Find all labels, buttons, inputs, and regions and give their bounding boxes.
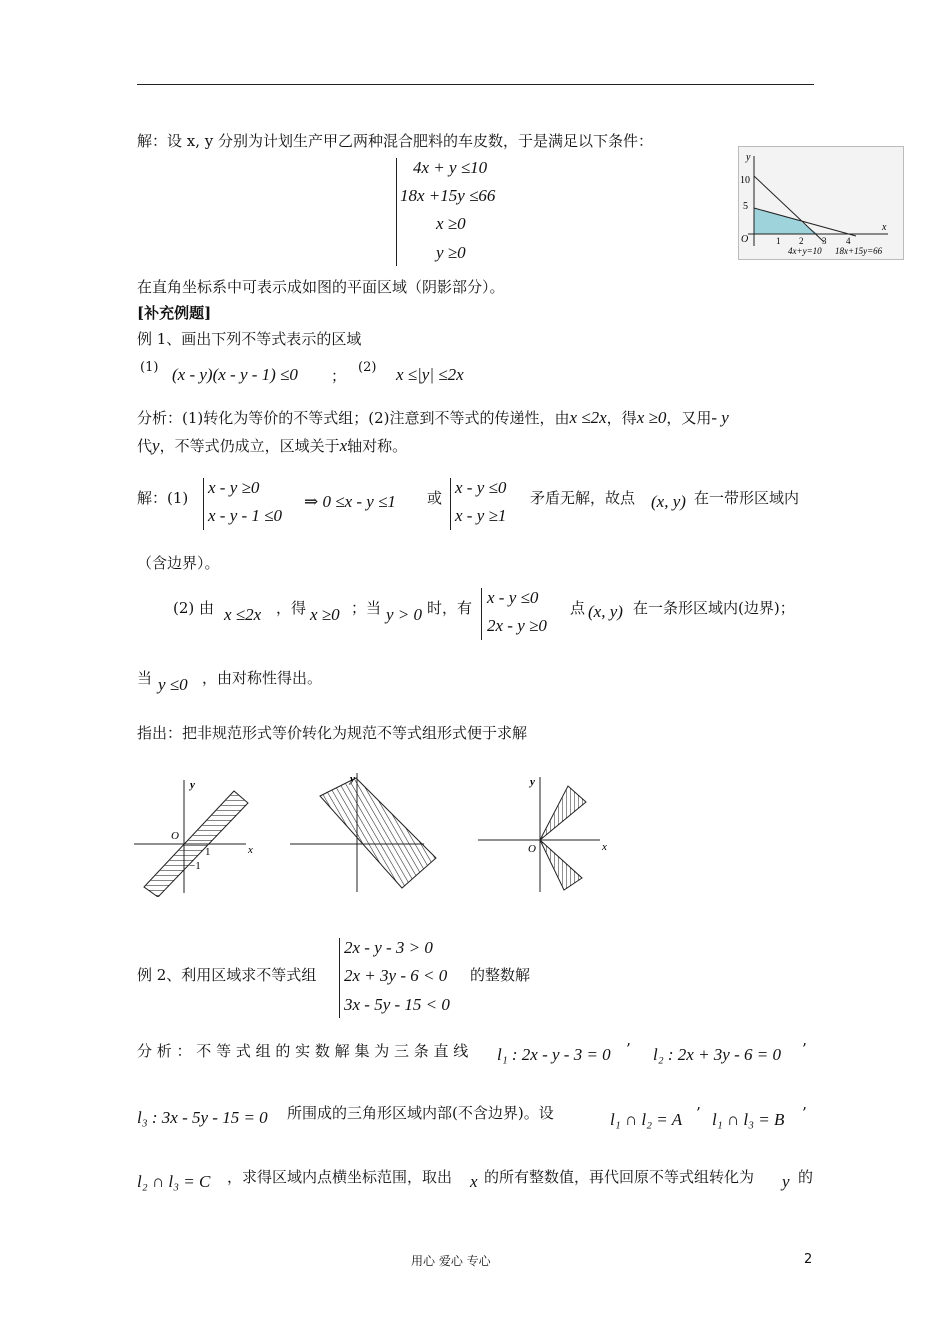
fig1-ytick-5: 5 (743, 201, 748, 212)
analysis-text-b: ，得 (606, 409, 637, 427)
fig1-xtick-1: 1 (776, 236, 781, 246)
analysis2-l1: l₁ : 2x - y - 3 = 0 (497, 1045, 611, 1064)
analysis2-comma-2: ’ (802, 1040, 807, 1058)
fig1-xtick-4: 4 (846, 236, 851, 246)
fig2a-origin: O (171, 830, 179, 842)
system-line-4: y ≥0 (436, 243, 466, 262)
fig2a-tick-1: 1 (205, 846, 211, 858)
problem-separator: ； (331, 367, 347, 385)
analysis2-text-3: 的所有整数值，再代回原不等式组转化为 (484, 1168, 755, 1186)
sol1-lead: 解：(1) (137, 489, 189, 507)
note-text: 指出：把非规范形式等价转化为规范不等式组形式便于求解 (137, 724, 528, 742)
problem2-number: (2) (358, 360, 377, 375)
band-region-2 (320, 778, 436, 888)
fig1-xtick-3: 3 (822, 236, 827, 246)
analysis2-text-2: ，求得区域内点横坐标范围，取出 (227, 1168, 453, 1186)
analysis2-comma-1: ’ (626, 1040, 631, 1058)
sol2-math-1: x ≤2x (224, 605, 262, 624)
fig1-origin: O (741, 234, 749, 245)
analysis-line-1 (137, 407, 729, 428)
supplement-heading: [补充例题] (137, 304, 212, 322)
system-brace (396, 158, 397, 266)
sol1-sys1-line-1: x - y ≥0 (208, 478, 260, 497)
problem1-number: (1) (140, 360, 159, 375)
header-rule (137, 84, 814, 85)
fig1-line-label-1: 4x+y=10 (788, 246, 822, 256)
analysis-line-2 (137, 435, 407, 456)
sol1-implication: ⇒ 0 ≤x - y ≤1 (304, 492, 396, 511)
sol2-math-2: x ≥0 (310, 605, 340, 624)
fig1-line-label-2: 18x+15y=66 (835, 246, 883, 256)
sol1-brace-1 (203, 478, 204, 530)
analysis2-B: l₁ ∩ l₃ = B (712, 1110, 785, 1129)
analysis-math-4: y (152, 436, 160, 455)
analysis-math-5: x (339, 436, 348, 455)
example2-title: 例 2、利用区域求不等式组 (137, 966, 317, 984)
sol2-point: (x, y) (588, 602, 623, 621)
analysis-math-3: - y (711, 408, 729, 427)
sol1-continuation: （含边界）。 (137, 554, 220, 572)
sol2-text-e: 点 (570, 599, 586, 617)
solution-text: 解：设 x, y 分别为计划生产甲乙两种混合肥料的车皮数，于是满足以下条件： (137, 132, 654, 150)
analysis-math-1: x ≤2x (569, 408, 607, 427)
sol1-brace-2 (450, 478, 451, 530)
analysis-math-2: x ≥0 (636, 408, 667, 427)
analysis2-A: l₁ ∩ l₂ = A (610, 1110, 683, 1129)
example2-line-3: 3x - 5y - 15 < 0 (344, 995, 450, 1014)
page-number: 2 (804, 1252, 813, 1267)
fig2b-y-label: y (350, 773, 355, 785)
system-line-3: x ≥0 (436, 214, 466, 233)
fig2c-y-label: y (530, 776, 535, 788)
footer-center: 用心 爱心 专心 (411, 1254, 491, 1268)
example2-brace (339, 938, 340, 1018)
example2-tail: 的整数解 (470, 966, 531, 984)
example1-title: 例 1、画出下列不等式表示的区域 (137, 330, 362, 348)
analysis2-lead: 分 析 ： 不 等 式 组 的 实 数 解 集 为 三 条 直 线 (137, 1042, 469, 1060)
analysis2-C: l₂ ∩ l₃ = C (137, 1172, 211, 1191)
wedge-upper (540, 786, 586, 840)
sol1-point: (x, y) (651, 492, 686, 511)
analysis2-comma-4: ’ (802, 1104, 807, 1122)
sol1-tail: 矛盾无解，故点 (530, 489, 636, 507)
analysis-text-e: ，不等式仍成立，区域关于 (159, 437, 340, 455)
sol1-tail2: 在一带形区域内 (694, 489, 800, 507)
analysis2-text-4: 的 (798, 1168, 814, 1186)
sol2-when: 当 (137, 669, 153, 687)
analysis2-y: y (782, 1172, 790, 1191)
example2-line-1: 2x - y - 3 > 0 (344, 938, 433, 957)
fig2c-origin: O (528, 843, 536, 855)
fig1-ytick-10: 10 (740, 175, 750, 186)
problem1-expression: (x - y)(x - y - 1) ≤0 (172, 365, 298, 384)
fig1-x-label: x (882, 222, 887, 233)
analysis2-text-1: 所围成的三角形区域内部(不含边界)。设 (287, 1104, 554, 1122)
fig2c-x-label: x (602, 841, 607, 853)
region-figure-1 (134, 775, 264, 897)
sol2-text-b: ，得 (276, 599, 307, 617)
sol2-sys-line-1: x - y ≤0 (487, 588, 539, 607)
solution-conclusion: 在直角坐标系中可表示成如图的平面区域（阴影部分）。 (137, 278, 505, 296)
sol2-text-c: ；当 (351, 599, 382, 617)
sol2-text-d: 时，有 (427, 599, 473, 617)
region-figure-3 (478, 772, 610, 898)
sol1-sys2-line-2: x - y ≥1 (455, 506, 507, 525)
problem2-expression: x ≤|y| ≤2x (396, 365, 464, 384)
sol2-text-f: 在一条形区域内(边界)； (633, 599, 795, 617)
sol2-math-3: y > 0 (386, 605, 423, 624)
fig2a-y-label: y (190, 779, 195, 791)
sol2-math-4: y ≤0 (158, 675, 188, 694)
sol2-text-g: ，由对称性得出。 (202, 669, 323, 687)
analysis2-x: x (470, 1172, 478, 1191)
analysis2-comma-3: ’ (696, 1104, 701, 1122)
system-line-1: 4x + y ≤10 (413, 158, 488, 177)
fig2a-tick-neg1: −1 (189, 860, 201, 872)
sol1-sys2-line-1: x - y ≤0 (455, 478, 507, 497)
sol2-brace (481, 588, 482, 640)
sol1-or: 或 (427, 489, 443, 507)
region-figure-2 (290, 768, 440, 898)
analysis-text-f: 轴对称。 (347, 437, 408, 455)
analysis-text-a: 分析：(1)转化为等价的不等式组；(2)注意到不等式的传递性，由 (137, 409, 570, 427)
analysis2-l3: l₃ : 3x - 5y - 15 = 0 (137, 1108, 268, 1127)
analysis-text-c: ，又用 (666, 409, 712, 427)
example2-line-2: 2x + 3y - 6 < 0 (344, 966, 448, 985)
sol2-lead: (2) 由 (173, 599, 215, 617)
fig2a-x-label: x (248, 844, 253, 856)
fig1-xtick-2: 2 (799, 236, 804, 246)
wedge-lower (540, 840, 582, 890)
analysis-text-d: 代 (137, 437, 153, 455)
feasible-region-figure (738, 146, 904, 260)
system-line-2: 18x +15y ≤66 (400, 186, 496, 205)
sol1-sys1-line-2: x - y - 1 ≤0 (208, 506, 282, 525)
sol2-sys-line-2: 2x - y ≥0 (487, 616, 547, 635)
analysis2-l2: l₂ : 2x + 3y - 6 = 0 (653, 1045, 781, 1064)
fig1-y-label: y (746, 152, 751, 163)
